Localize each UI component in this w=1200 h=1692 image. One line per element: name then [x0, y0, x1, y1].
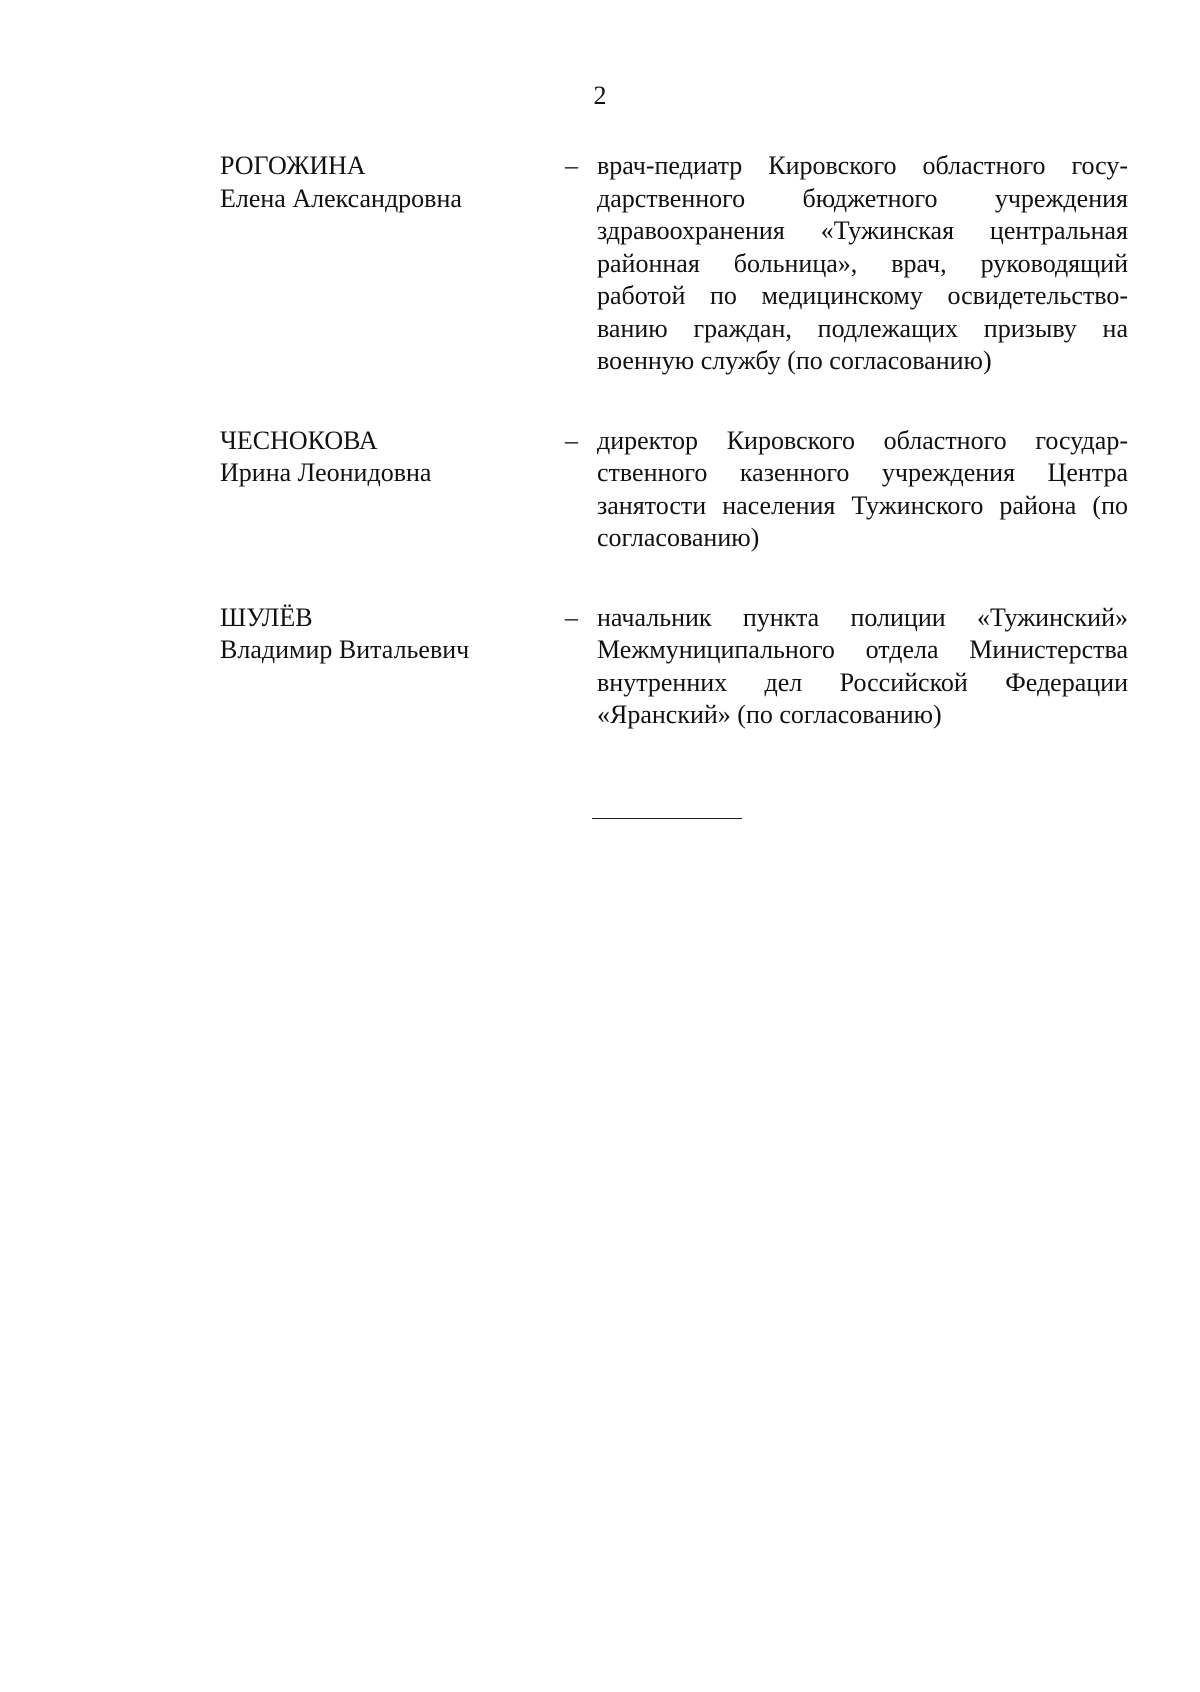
- member-name: [220, 602, 565, 667]
- member-surname: РОГОЖИНА: [220, 151, 366, 180]
- end-rule: [592, 818, 742, 819]
- member-entry: [220, 425, 1128, 555]
- member-role: начальник пункта полиции «Тужинский» Межмуниципального отдела Министерства внутренних дел Российской Федерации «Яранский» (по согласованию): [597, 602, 1128, 729]
- member-given-names: Елена Александровна: [220, 183, 462, 213]
- member-dash: –: [565, 602, 578, 632]
- member-given-names: Владимир Витальевич: [220, 635, 470, 664]
- member-surname: ШУЛЁВ: [220, 602, 313, 632]
- member-surname: ЧЕСНОКОВА: [220, 425, 378, 455]
- member-role: врач-педиатр Кировского областного государственного бюджетного учреждения здравоохранения «Тужинская центральная районная больница», врач, руководящий работой по медицинскому освидетельствованию граждан, подлежащих призыву на военную службу (по согласованию): [597, 151, 1128, 375]
- member-dash: –: [565, 151, 578, 180]
- member-entry: [220, 150, 1128, 378]
- member-entry: [220, 602, 1128, 732]
- member-name: [220, 150, 565, 215]
- member-list: [220, 150, 1128, 732]
- member-name: [220, 425, 565, 490]
- member-role: директор Кировского областного государственного казенного учреждения Центра занятости населения Тужинского района (по согласованию): [597, 425, 1128, 552]
- page-number: 2: [593, 81, 607, 110]
- member-given-names: Ирина Леонидовна: [220, 458, 432, 487]
- member-dash: –: [565, 425, 578, 455]
